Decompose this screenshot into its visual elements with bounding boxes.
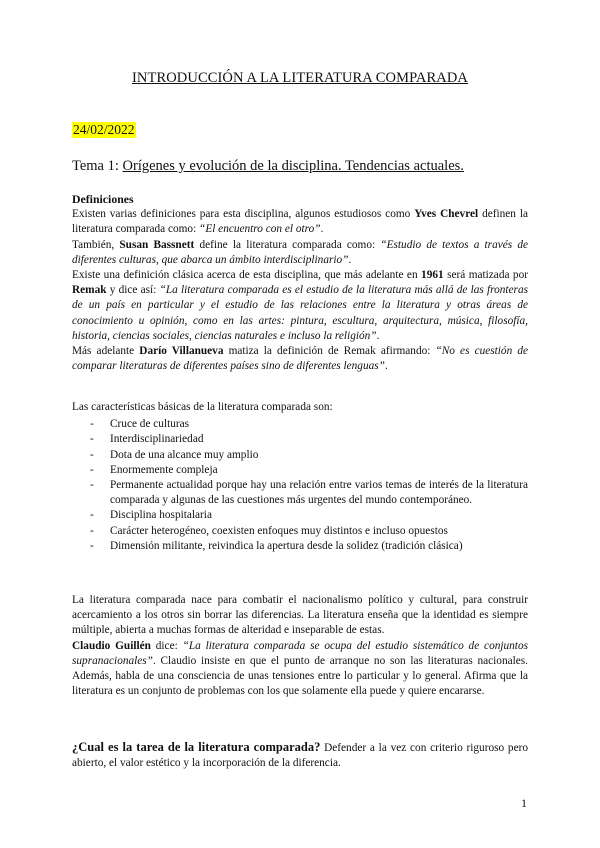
- definition-villanueva: [72, 344, 528, 374]
- text: definen la literatura comparada como:: [72, 208, 528, 236]
- page-number: 1: [521, 796, 527, 810]
- definition-chevrel: [72, 207, 528, 237]
- text: Existen varias definiciones para esta disciplina, algunos estudiosos como: [72, 208, 415, 221]
- text: dice:: [150, 639, 183, 652]
- topic-title: Orígenes y evolución de la disciplina. Tendencias actuales.: [122, 158, 464, 174]
- text: matiza la definición de Remak afirmando:: [223, 345, 436, 358]
- author-name: Susan Bassnett: [119, 238, 195, 251]
- definitions-heading: Definiciones: [72, 192, 134, 206]
- text: .: [384, 360, 388, 373]
- text: . Claudio insiste en que el punto de arranque no son las literaturas nacionales. Además, habla de una consciencia de unas tensiones entre lo particular y lo general. Afirma que la literatura es un conjunto de problemas con los que solamente ella puede y quiere encararse.: [72, 654, 528, 698]
- task-answer: Defender a la vez con criterio riguroso pero abierto, el valor estético y la incorporación de la diferencia.: [72, 742, 528, 770]
- quote: “Estudio de textos a través de diferentes culturas, que abarca un ámbito interdisciplinario”: [72, 238, 528, 266]
- list-item-text: Enormemente compleja: [110, 463, 218, 476]
- dash-bullet: -: [90, 448, 94, 461]
- text: Más adelante: [72, 345, 140, 358]
- list-item: [72, 448, 528, 463]
- dash-bullet: -: [90, 463, 94, 476]
- list-item: [72, 524, 528, 539]
- dash-bullet: -: [90, 433, 94, 446]
- quote: “La literatura comparada se ocupa del estudio sistemático de conjuntos supranacionales”: [72, 639, 528, 667]
- task-section: [72, 740, 528, 771]
- list-item-text: Disciplina hospitalaria: [110, 509, 212, 522]
- text: define la literatura comparada como:: [194, 238, 381, 251]
- author-name: Darío Villanueva: [139, 345, 224, 358]
- author-name: Remak: [72, 284, 107, 297]
- quote: “No es cuestión de comparar literaturas de diferentes países sino de diferentes lenguas”: [72, 345, 528, 373]
- list-item: [72, 478, 528, 508]
- text: .: [320, 223, 324, 236]
- dash-bullet: -: [90, 524, 94, 537]
- definition-bassnett: [72, 238, 528, 268]
- definition-classic: [72, 268, 528, 344]
- date-highlight: 24/02/2022: [73, 122, 135, 137]
- list-item-text: Dota de una alcance muy amplio: [110, 448, 259, 461]
- list-item: [72, 432, 528, 447]
- topic-heading: [72, 158, 464, 175]
- task-paragraph: [72, 740, 528, 771]
- dash-bullet: -: [90, 418, 94, 431]
- nationalism-section: [72, 593, 528, 699]
- nationalism-paragraph: La literatura comparada nace para combatir el nacionalismo político y cultural, para construir acercamiento a los otros sin borrar las diferencias. La literatura enseña que la identidad es siempre múltiple, abierta a muchas formas de alteridad e inseparable de estas.: [72, 594, 528, 637]
- list-item-text: Permanente actualidad porque hay una relación entre varios temas de interés de la literatura comparada y algunas de las cuestiones más urgentes del mundo contemporáneo.: [110, 479, 528, 507]
- text: .: [376, 329, 380, 342]
- characteristics-section: [72, 400, 528, 554]
- list-item: [72, 417, 528, 432]
- list-item: [72, 508, 528, 523]
- quote: “El encuentro con el otro”: [199, 223, 321, 236]
- year: 1961: [421, 269, 444, 282]
- dash-bullet: -: [90, 509, 94, 522]
- list-item-text: Interdisciplinariedad: [110, 433, 204, 446]
- list-item: [72, 463, 528, 478]
- characteristics-intro: Las características básicas de la literatura comparada son:: [72, 401, 333, 413]
- list-item: [72, 539, 528, 554]
- author-name: Claudio Guillén: [72, 639, 151, 652]
- author-name: Yves Chevrel: [414, 208, 479, 221]
- list-item-text: Cruce de culturas: [110, 418, 190, 431]
- guillen-paragraph: [72, 639, 528, 700]
- list-item-text: Dimensión militante, reivindica la apertura desde la solidez (tradición clásica): [110, 539, 463, 552]
- list-item-text: Carácter heterogéneo, coexisten enfoques muy distintos e incluso opuestos: [110, 524, 448, 537]
- text: También,: [72, 238, 120, 251]
- topic-prefix: Tema 1:: [72, 158, 123, 174]
- quote: “La literatura comparada es el estudio de la literatura más allá de las fronteras de un país en particular y el estudio de las relaciones entre la literatura y otras áreas de conocimiento u opinión, como en las artes: pintura, escultura, arquitectura, música, filosofía, historia, ciencias sociales, ciencias naturales e incluso la religión”: [72, 284, 529, 342]
- text: será matizada por: [443, 269, 528, 282]
- text: Existe una definición clásica acerca de esta disciplina, que más adelante en: [72, 269, 422, 282]
- document-title: INTRODUCCIÓN A LA LITERATURA COMPARADA: [132, 70, 468, 86]
- characteristics-list: [72, 417, 528, 554]
- definitions-section: [72, 192, 528, 374]
- text: .: [348, 253, 352, 266]
- task-question: ¿Cual es la tarea de la literatura comparada?: [72, 740, 321, 754]
- dash-bullet: -: [90, 479, 94, 492]
- text: y dice así:: [106, 284, 160, 297]
- dash-bullet: -: [90, 539, 94, 552]
